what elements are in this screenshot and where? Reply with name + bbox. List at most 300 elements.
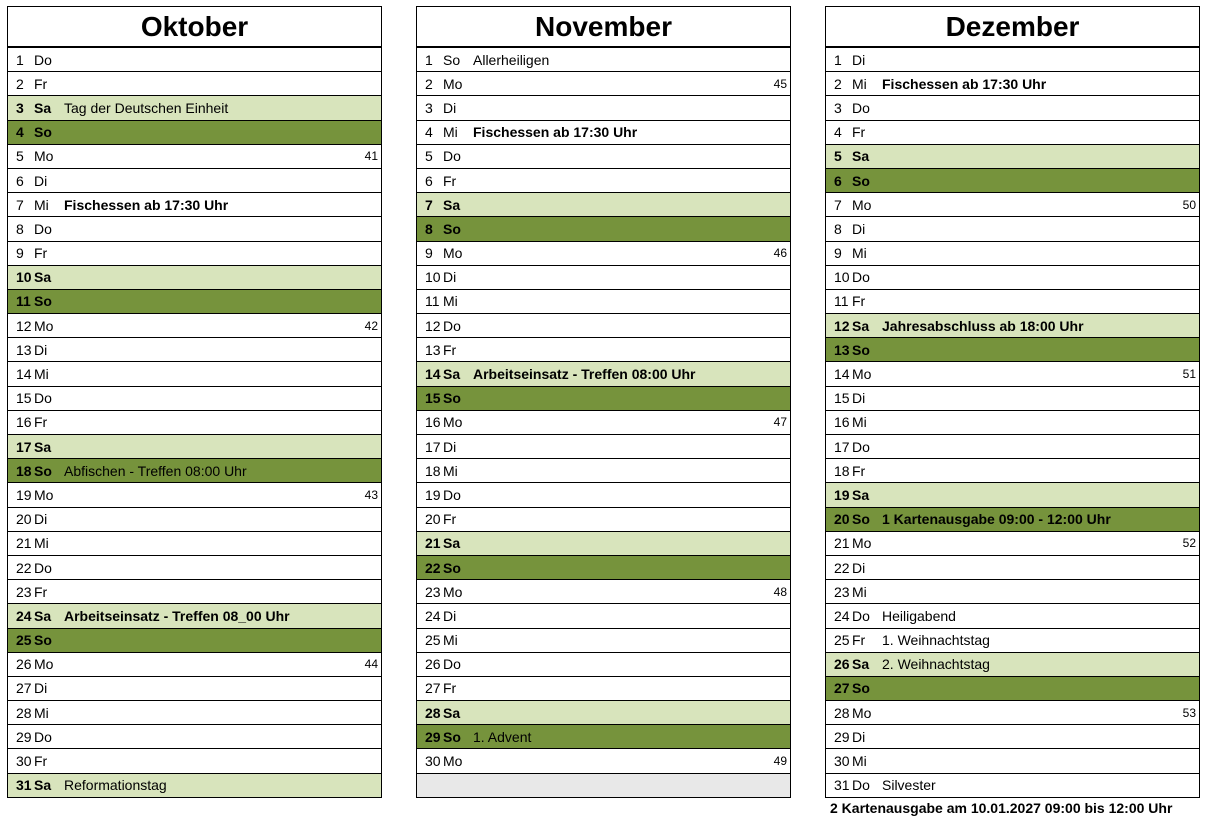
weekday: So (443, 220, 461, 237)
day-number: 14 (834, 366, 850, 383)
week-number: 53 (1182, 705, 1196, 720)
day-row (417, 653, 790, 677)
day-row (417, 338, 790, 362)
weekday: Do (443, 486, 461, 503)
weekday: Sa (34, 607, 52, 624)
weekday: So (34, 462, 52, 479)
day-number: 21 (834, 535, 850, 552)
day-number: 7 (16, 196, 24, 213)
day-row (8, 435, 381, 459)
day-number: 11 (16, 293, 31, 310)
day-row (826, 169, 1199, 193)
day-number: 23 (16, 583, 32, 600)
day-row (8, 508, 381, 532)
day-number: 26 (834, 656, 850, 673)
weekday: Do (852, 607, 870, 624)
day-row (417, 508, 790, 532)
month-oktober (7, 6, 382, 798)
day-row (826, 629, 1199, 653)
day-number: 16 (16, 414, 32, 431)
weekday: Sa (443, 535, 461, 552)
day-number: 5 (16, 148, 24, 165)
day-number: 27 (834, 680, 850, 697)
day-number: 18 (834, 462, 850, 479)
day-number: 10 (425, 269, 441, 286)
day-row (826, 483, 1199, 507)
day-number: 12 (16, 317, 32, 334)
weekday: Di (443, 99, 457, 116)
day-number: 25 (16, 632, 32, 649)
weekday: Mo (34, 486, 54, 503)
event-text: Fischessen ab 17:30 Uhr (882, 75, 1047, 92)
month-november (416, 6, 791, 798)
day-row (8, 266, 381, 290)
day-row (8, 314, 381, 338)
weekday: So (34, 632, 52, 649)
day-list (416, 48, 791, 798)
day-row (417, 556, 790, 580)
day-number: 4 (16, 124, 24, 141)
event-text: Arbeitseinsatz - Treffen 08:00 Uhr (473, 366, 696, 383)
day-number: 18 (425, 462, 441, 479)
event-text: 1. Weihnachtstag (882, 632, 990, 649)
day-row (8, 338, 381, 362)
day-row (826, 749, 1199, 773)
weekday: Mo (443, 75, 463, 92)
day-list (7, 48, 382, 798)
day-number: 28 (834, 704, 850, 721)
day-number: 15 (16, 390, 32, 407)
weekday: So (852, 172, 870, 189)
day-row (8, 653, 381, 677)
weekday: So (852, 511, 870, 528)
day-number: 17 (425, 438, 441, 455)
day-number: 9 (16, 245, 24, 262)
weekday: Mo (443, 414, 463, 431)
day-row (826, 701, 1199, 725)
weekday: Di (443, 607, 457, 624)
weekday: Mi (852, 75, 867, 92)
weekday: Di (852, 559, 866, 576)
week-number: 48 (773, 584, 787, 599)
weekday: So (443, 51, 461, 68)
day-number: 25 (834, 632, 850, 649)
footer-note: 2 Kartenausgabe am 10.01.2027 09:00 bis 12:00 Uhr (830, 800, 1173, 816)
weekday: Do (852, 269, 870, 286)
day-number: 30 (834, 753, 850, 770)
weekday: Sa (34, 99, 52, 116)
day-number: 20 (16, 511, 32, 528)
day-row (826, 314, 1199, 338)
day-row (8, 459, 381, 483)
day-number: 21 (425, 535, 441, 552)
day-number: 28 (425, 704, 441, 721)
day-number: 20 (425, 511, 441, 528)
day-number: 19 (834, 486, 850, 503)
day-row (417, 242, 790, 266)
weekday: Di (852, 390, 866, 407)
weekday: Do (34, 51, 52, 68)
day-number: 30 (425, 753, 441, 770)
weekday: Do (443, 317, 461, 334)
day-row (826, 435, 1199, 459)
event-text: Reformationstag (64, 777, 167, 794)
day-number: 7 (425, 196, 433, 213)
weekday: Sa (852, 148, 870, 165)
event-text: 1. Advent (473, 728, 532, 745)
day-row (826, 387, 1199, 411)
weekday: Mo (443, 753, 463, 770)
day-number: 24 (16, 607, 32, 624)
day-row (8, 72, 381, 96)
day-row (826, 145, 1199, 169)
weekday: Fr (34, 245, 48, 262)
event-text: Heiligabend (882, 607, 956, 624)
day-number: 24 (834, 607, 850, 624)
day-number: 18 (16, 462, 32, 479)
weekday: Di (443, 438, 457, 455)
week-number: 42 (364, 318, 378, 333)
weekday: Do (852, 438, 870, 455)
day-row (826, 508, 1199, 532)
day-row (417, 629, 790, 653)
weekday: Mo (443, 583, 463, 600)
weekday: Fr (34, 414, 48, 431)
weekday: Di (34, 341, 48, 358)
day-row (8, 774, 381, 798)
day-number: 17 (834, 438, 850, 455)
day-row (8, 290, 381, 314)
day-row (826, 556, 1199, 580)
day-number: 29 (16, 728, 32, 745)
day-number: 22 (16, 559, 32, 576)
day-row (417, 193, 790, 217)
day-number: 12 (834, 317, 850, 334)
weekday: Di (34, 172, 48, 189)
day-row (826, 725, 1199, 749)
weekday: Mi (443, 462, 458, 479)
day-number: 15 (425, 390, 441, 407)
day-number: 29 (834, 728, 850, 745)
weekday: Sa (443, 704, 461, 721)
day-row (8, 193, 381, 217)
day-number: 16 (425, 414, 441, 431)
day-row (826, 193, 1199, 217)
weekday: Mi (852, 583, 867, 600)
day-row (8, 96, 381, 120)
day-number: 26 (16, 656, 32, 673)
day-row (8, 677, 381, 701)
day-row (826, 580, 1199, 604)
day-number: 6 (16, 172, 24, 189)
event-text: Jahresabschluss ab 18:00 Uhr (882, 317, 1084, 334)
month-dezember (825, 6, 1200, 798)
day-number: 6 (425, 172, 433, 189)
day-row (417, 677, 790, 701)
day-number: 10 (834, 269, 850, 286)
weekday: Mi (852, 753, 867, 770)
day-row (826, 677, 1199, 701)
weekday: Sa (852, 317, 870, 334)
day-number: 25 (425, 632, 441, 649)
day-number: 27 (425, 680, 441, 697)
weekday: Do (34, 728, 52, 745)
day-number: 23 (425, 583, 441, 600)
day-number: 13 (16, 341, 32, 358)
weekday: Mo (852, 366, 872, 383)
weekday: Di (34, 511, 48, 528)
day-row (8, 145, 381, 169)
day-number: 10 (16, 269, 32, 286)
day-row (417, 48, 790, 72)
day-number: 24 (425, 607, 441, 624)
day-number: 5 (425, 148, 433, 165)
weekday: Mo (34, 656, 54, 673)
week-number: 43 (364, 487, 378, 502)
weekday: Di (852, 728, 866, 745)
weekday: Mi (443, 632, 458, 649)
day-row (417, 387, 790, 411)
day-number: 2 (834, 75, 842, 92)
day-number: 20 (834, 511, 850, 528)
day-number: 13 (834, 341, 850, 358)
day-row (8, 387, 381, 411)
day-number: 5 (834, 148, 842, 165)
weekday: Fr (852, 632, 866, 649)
day-number: 22 (834, 559, 850, 576)
day-number: 30 (16, 753, 32, 770)
weekday: So (443, 390, 461, 407)
day-row (417, 459, 790, 483)
day-row (826, 604, 1199, 628)
day-number: 3 (16, 99, 24, 116)
weekday: Fr (443, 172, 457, 189)
weekday: Mo (852, 196, 872, 213)
day-number: 2 (16, 75, 24, 92)
weekday: Di (443, 269, 457, 286)
day-number: 11 (834, 293, 849, 310)
weekday: Do (852, 99, 870, 116)
week-number: 52 (1182, 536, 1196, 551)
day-number: 1 (16, 51, 24, 68)
day-number: 19 (425, 486, 441, 503)
day-row (8, 725, 381, 749)
event-text: Arbeitseinsatz - Treffen 08_00 Uhr (64, 607, 290, 624)
month-title: Oktober (7, 6, 382, 48)
weekday: Mo (852, 535, 872, 552)
week-number: 47 (773, 415, 787, 430)
day-row (417, 483, 790, 507)
day-row (8, 362, 381, 386)
day-row (417, 532, 790, 556)
day-number: 22 (425, 559, 441, 576)
day-number: 8 (425, 220, 433, 237)
day-number: 14 (425, 366, 441, 383)
weekday: Do (34, 390, 52, 407)
day-row (417, 774, 790, 798)
weekday: Sa (34, 777, 52, 794)
weekday: Fr (852, 293, 866, 310)
day-number: 13 (425, 341, 441, 358)
day-row (417, 121, 790, 145)
day-row (8, 121, 381, 145)
day-row (8, 701, 381, 725)
weekday: Sa (34, 438, 52, 455)
weekday: Mi (852, 245, 867, 262)
day-number: 28 (16, 704, 32, 721)
weekday: Mi (443, 124, 458, 141)
day-number: 11 (425, 293, 440, 310)
weekday: So (34, 124, 52, 141)
day-number: 21 (16, 535, 32, 552)
day-row (8, 411, 381, 435)
weekday: Mi (852, 414, 867, 431)
day-number: 31 (16, 777, 32, 794)
day-number: 1 (834, 51, 842, 68)
weekday: Mi (34, 535, 49, 552)
event-text: Fischessen ab 17:30 Uhr (473, 124, 638, 141)
day-row (826, 362, 1199, 386)
day-number: 2 (425, 75, 433, 92)
day-number: 3 (834, 99, 842, 116)
day-row (8, 242, 381, 266)
weekday: Do (443, 148, 461, 165)
week-number: 46 (773, 246, 787, 261)
day-row (8, 483, 381, 507)
day-row (8, 217, 381, 241)
day-row (417, 362, 790, 386)
weekday: So (852, 680, 870, 697)
day-row (826, 72, 1199, 96)
week-number: 51 (1182, 367, 1196, 382)
day-number: 3 (425, 99, 433, 116)
weekday: Di (34, 680, 48, 697)
day-number: 16 (834, 414, 850, 431)
day-number: 19 (16, 486, 32, 503)
weekday: Mi (34, 704, 49, 721)
weekday: Sa (443, 366, 461, 383)
event-text: Allerheiligen (473, 51, 550, 68)
day-number: 26 (425, 656, 441, 673)
event-text: Abfischen - Treffen 08:00 Uhr (64, 462, 247, 479)
day-row (826, 411, 1199, 435)
day-number: 27 (16, 680, 32, 697)
weekday: Fr (34, 75, 48, 92)
day-row (826, 774, 1199, 798)
day-number: 8 (834, 220, 842, 237)
day-number: 4 (425, 124, 433, 141)
day-number: 31 (834, 777, 850, 794)
weekday: Fr (443, 680, 457, 697)
day-row (417, 435, 790, 459)
day-row (826, 653, 1199, 677)
day-row (8, 580, 381, 604)
weekday: Mo (852, 704, 872, 721)
day-row (417, 604, 790, 628)
weekday: Do (34, 220, 52, 237)
day-number: 9 (834, 245, 842, 262)
weekday: Do (443, 656, 461, 673)
event-text: 2. Weihnachtstag (882, 656, 990, 673)
day-row (417, 314, 790, 338)
day-row (417, 725, 790, 749)
day-number: 12 (425, 317, 441, 334)
day-row (8, 604, 381, 628)
day-number: 7 (834, 196, 842, 213)
day-row (826, 290, 1199, 314)
day-row (826, 459, 1199, 483)
day-number: 8 (16, 220, 24, 237)
event-text: 1 Kartenausgabe 09:00 - 12:00 Uhr (882, 511, 1111, 528)
weekday: Di (852, 51, 866, 68)
day-row (826, 338, 1199, 362)
day-number: 15 (834, 390, 850, 407)
day-row (417, 266, 790, 290)
day-row (8, 749, 381, 773)
weekday: Mo (34, 317, 54, 334)
weekday: Fr (852, 124, 866, 141)
weekday: Sa (443, 196, 461, 213)
week-number: 49 (773, 754, 787, 769)
week-number: 45 (773, 76, 787, 91)
day-number: 17 (16, 438, 32, 455)
weekday: Mo (443, 245, 463, 262)
day-row (826, 217, 1199, 241)
month-title: November (416, 6, 791, 48)
weekday: Fr (852, 462, 866, 479)
week-number: 41 (364, 149, 378, 164)
day-row (417, 411, 790, 435)
day-row (826, 96, 1199, 120)
day-row (417, 290, 790, 314)
weekday: So (443, 559, 461, 576)
event-text: Fischessen ab 17:30 Uhr (64, 196, 229, 213)
day-number: 1 (425, 51, 433, 68)
day-row (8, 556, 381, 580)
weekday: Do (852, 777, 870, 794)
day-row (417, 749, 790, 773)
weekday: Mi (34, 366, 49, 383)
day-row (8, 48, 381, 72)
day-row (826, 48, 1199, 72)
weekday: Mo (34, 148, 54, 165)
day-row (417, 145, 790, 169)
day-row (417, 169, 790, 193)
day-list (825, 48, 1200, 798)
day-number: 14 (16, 366, 32, 383)
weekday: Sa (34, 269, 52, 286)
weekday: Di (852, 220, 866, 237)
week-number: 44 (364, 657, 378, 672)
week-number: 50 (1182, 197, 1196, 212)
day-number: 29 (425, 728, 441, 745)
day-row (417, 217, 790, 241)
day-number: 4 (834, 124, 842, 141)
day-row (417, 580, 790, 604)
weekday: Fr (443, 511, 457, 528)
weekday: Mi (34, 196, 49, 213)
weekday: Fr (34, 753, 48, 770)
weekday: So (34, 293, 52, 310)
day-row (826, 242, 1199, 266)
day-row (826, 532, 1199, 556)
weekday: Fr (443, 341, 457, 358)
day-row (417, 96, 790, 120)
weekday: So (443, 728, 461, 745)
weekday: Sa (852, 656, 870, 673)
day-row (417, 701, 790, 725)
event-text: Tag der Deutschen Einheit (64, 99, 229, 116)
